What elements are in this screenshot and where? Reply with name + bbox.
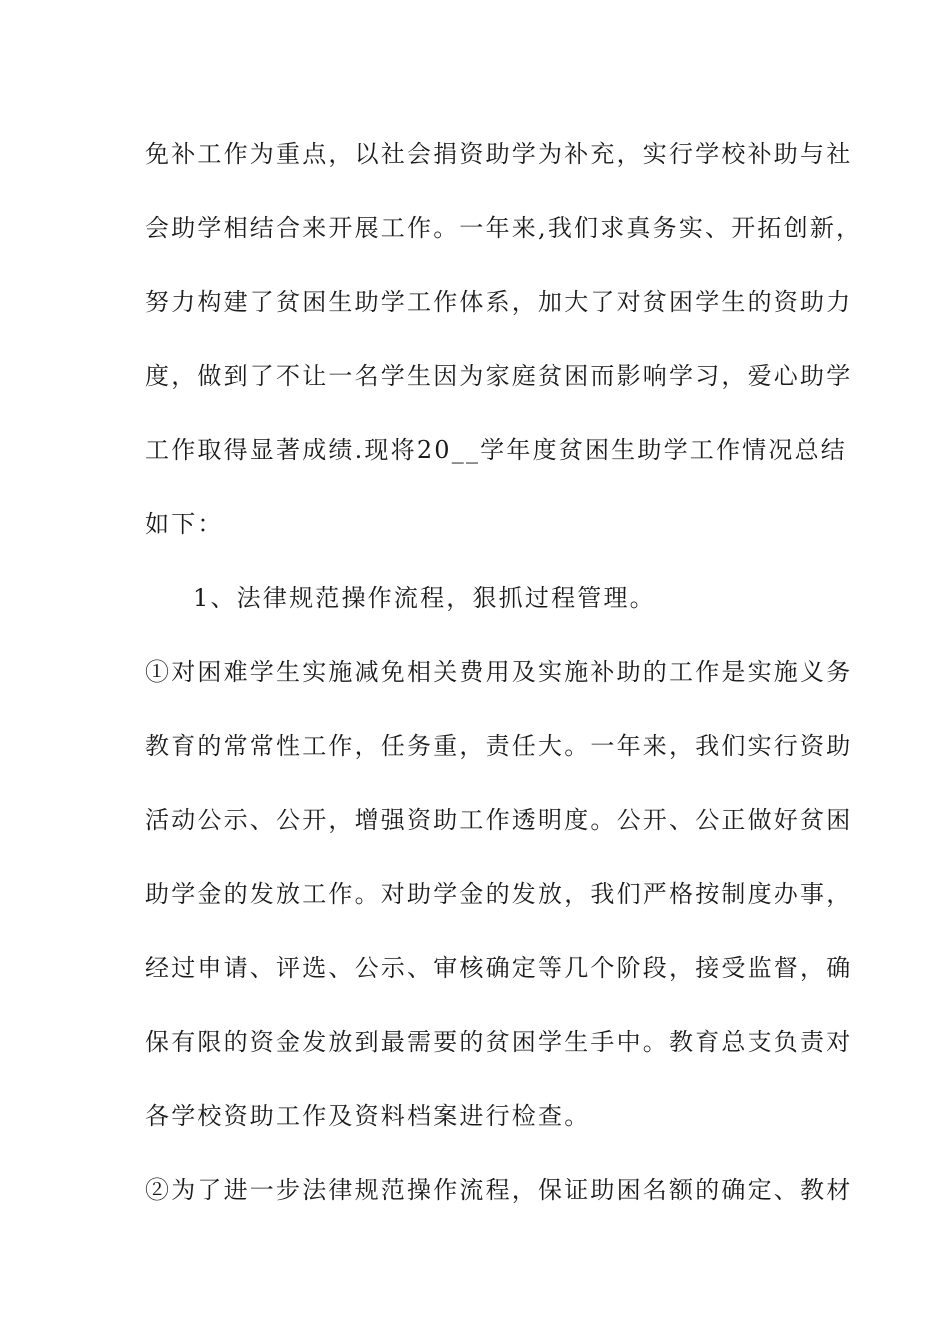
text-line: 活动公示、公开，增强资助工作透明度。公开、公正做好贫困 [145, 806, 853, 834]
text-line: 保有限的资金发放到最需要的贫困学生手中。教育总支负责对 [145, 1028, 853, 1056]
text-line: 免补工作为重点，以社会捐资助学为补充，实行学校补助与社 [145, 140, 853, 168]
text-line: 工作取得显著成绩.现将20__学年度贫困生助学工作情况总结 [145, 436, 847, 464]
text-line: 各学校资助工作及资料档案进行检查。 [145, 1102, 591, 1130]
text-line: 努力构建了贫困生助学工作体系，加大了对贫困学生的资助力 [145, 288, 853, 316]
text-line: ②为了进一步法律规范操作流程，保证助困名额的确定、教材 [145, 1176, 853, 1204]
section-heading: 1、法律规范操作流程，狠抓过程管理。 [193, 584, 656, 612]
text-line: 教育的常常性工作，任务重，责任大。一年来，我们实行资助 [145, 732, 853, 760]
text-line: ①对困难学生实施减免相关费用及实施补助的工作是实施义务 [145, 658, 853, 686]
text-line: 助学金的发放工作。对助学金的发放，我们严格按制度办事， [145, 880, 853, 908]
text-line: 会助学相结合来开展工作。一年来,我们求真务实、开拓创新， [145, 214, 863, 242]
text-line: 经过申请、评选、公示、审核确定等几个阶段，接受监督，确 [145, 954, 853, 982]
text-line: 如下： [145, 510, 224, 538]
document-body [145, 130, 863, 1240]
text-line: 度，做到了不让一名学生因为家庭贫困而影响学习，爱心助学 [145, 362, 853, 390]
